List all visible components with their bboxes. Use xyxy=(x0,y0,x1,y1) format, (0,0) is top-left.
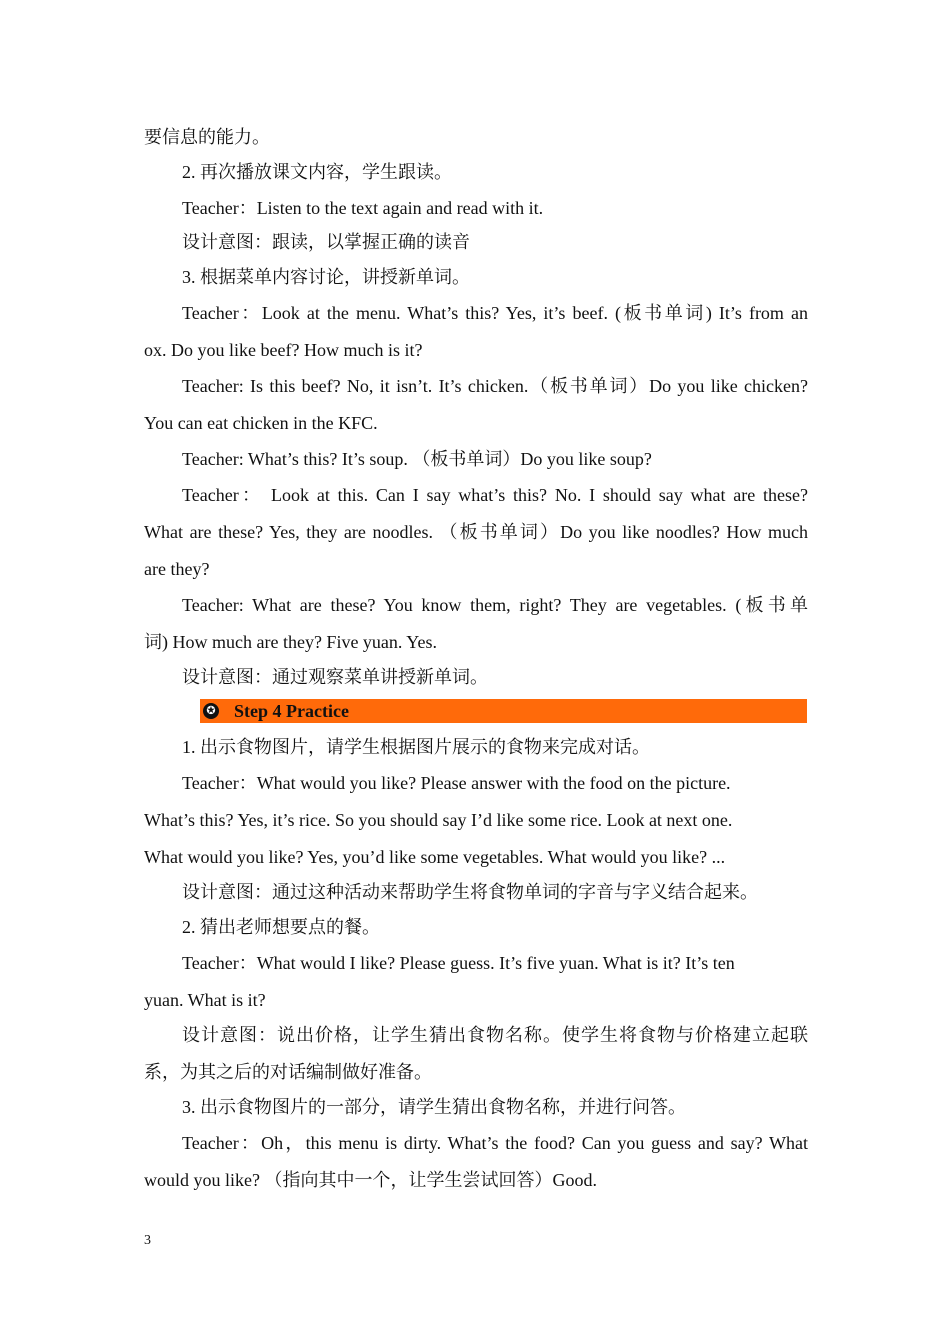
paragraph-line: 2. 再次播放课文内容，学生跟读。 xyxy=(182,162,452,182)
paragraph-line: 词) How much are they? Five yuan. Yes. xyxy=(144,632,437,652)
paragraph-line: 要信息的能力。 xyxy=(144,127,270,147)
paragraph-line: 3. 出示食物图片的一部分，请学生猜出食物名称，并进行问答。 xyxy=(182,1097,686,1117)
paragraph-line: Teacher：Listen to the text again and read with it. xyxy=(182,198,544,218)
paragraph-line: ox. Do you like beef? How much is it? xyxy=(144,340,423,360)
paragraph-line: Teacher：Look at the menu. What’s this? Yes, it’s beef. (板书单词) It’s from an xyxy=(182,303,808,323)
paragraph-line: What’s this? Yes, it’s rice. So you should say I’d like some rice. Look at next one. xyxy=(144,810,733,830)
step-heading-bar xyxy=(200,699,807,723)
paragraph-line: would you like? （指向其中一个，让学生尝试回答）Good. xyxy=(144,1170,597,1190)
paragraph-line: yuan. What is it? xyxy=(144,990,266,1010)
paragraph-line: Teacher：What would I like? Please guess. It’s five yuan. What is it? It’s ten xyxy=(182,953,735,973)
paragraph-line: Teacher：Oh，this menu is dirty. What’s the food? Can you guess and say? What xyxy=(182,1133,808,1153)
design-intent-line: 设计意图：通过这种活动来帮助学生将食物单词的字音与字义结合起来。 xyxy=(182,882,758,902)
paragraph-line: Teacher： Look at this. Can I say what’s this? No. I should say what are these? xyxy=(182,485,808,505)
paragraph-line: What are these? Yes, they are noodles. （板书单词）Do you like noodles? How much xyxy=(144,522,808,542)
design-intent-line: 设计意图：说出价格，让学生猜出食物名称。使学生将食物与价格建立起联 xyxy=(182,1025,808,1045)
paragraph-line: Teacher: Is this beef? No, it isn’t. It’s chicken.（板书单词）Do you like chicken? xyxy=(182,376,808,396)
paragraph-line: Teacher: What are these? You know them, right? They are vegetables. (板书单 xyxy=(182,595,808,615)
step-heading-title: Step 4 Practice xyxy=(234,701,349,721)
page-number: 3 xyxy=(144,1233,151,1248)
paragraph-line: 1. 出示食物图片，请学生根据图片展示的食物来完成对话。 xyxy=(182,737,650,757)
paragraph-line: Teacher: What’s this? It’s soup. （板书单词）Do you like soup? xyxy=(182,449,652,469)
paragraph-line: What would you like? Yes, you’d like some vegetables. What would you like? ... xyxy=(144,847,726,867)
paragraph-line: are they? xyxy=(144,559,210,579)
design-intent-line: 设计意图：通过观察菜单讲授新单词。 xyxy=(182,667,488,687)
paragraph-line: 3. 根据菜单内容讨论，讲授新单词。 xyxy=(182,267,470,287)
paragraph-line: You can eat chicken in the KFC. xyxy=(144,413,378,433)
design-intent-line: 设计意图：跟读，以掌握正确的读音 xyxy=(182,232,470,252)
paragraph-line: 2. 猜出老师想要点的餐。 xyxy=(182,917,380,937)
design-intent-line: 系，为其之后的对话编制做好准备。 xyxy=(144,1062,432,1082)
star-circle-icon: ✪ xyxy=(203,703,219,719)
paragraph-line: Teacher：What would you like? Please answer with the food on the picture. xyxy=(182,773,731,793)
